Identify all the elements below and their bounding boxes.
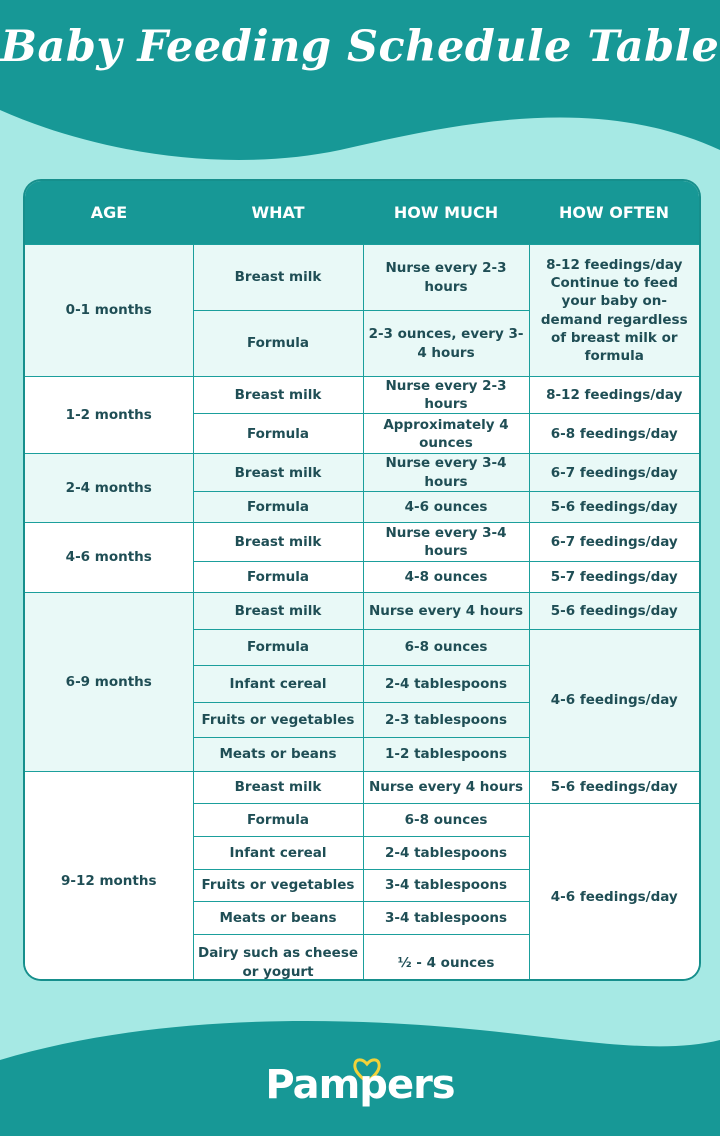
- how-much-cell: Nurse every 3-4 hours: [363, 522, 529, 561]
- what-cell: Formula: [193, 491, 363, 522]
- what-cell: Breast milk: [193, 522, 363, 561]
- header-how-much: HOW MUCH: [363, 181, 529, 245]
- how-much-cell: 2-3 ounces, every 3-4 hours: [363, 311, 529, 377]
- what-cell: Formula: [193, 803, 363, 836]
- table-row: [25, 377, 699, 414]
- how-much-cell: Nurse every 3-4 hours: [363, 454, 529, 491]
- what-cell: Infant cereal: [193, 665, 363, 702]
- what-cell: Fruits or vegetables: [193, 869, 363, 901]
- how-much-cell: ½ - 4 ounces: [363, 934, 529, 979]
- what-cell: Fruits or vegetables: [193, 702, 363, 737]
- age-cell: 0-1 months: [25, 245, 193, 377]
- how-much-cell: Nurse every 4 hours: [363, 771, 529, 803]
- what-cell: Breast milk: [193, 592, 363, 629]
- table-row: [25, 771, 699, 803]
- age-cell: 4-6 months: [25, 522, 193, 592]
- how-much-cell: 2-4 tablespoons: [363, 836, 529, 869]
- how-often-cell: 8-12 feedings/day: [529, 377, 699, 414]
- how-much-cell: 4-6 ounces: [363, 491, 529, 522]
- how-often-cell: 6-7 feedings/day: [529, 454, 699, 491]
- what-cell: Breast milk: [193, 454, 363, 491]
- header-how-often: HOW OFTEN: [529, 181, 699, 245]
- how-often-cell: 6-8 feedings/day: [529, 414, 699, 454]
- table-row: [25, 522, 699, 561]
- what-cell: Breast milk: [193, 245, 363, 311]
- how-often-cell: 5-6 feedings/day: [529, 592, 699, 629]
- how-often-cell: 6-7 feedings/day: [529, 522, 699, 561]
- how-much-cell: 2-3 tablespoons: [363, 702, 529, 737]
- how-much-cell: 3-4 tablespoons: [363, 869, 529, 901]
- age-cell: 1-2 months: [25, 377, 193, 454]
- how-much-cell: 1-2 tablespoons: [363, 737, 529, 771]
- what-cell: Dairy such as cheese or yogurt: [193, 934, 363, 979]
- what-cell: Meats or beans: [193, 737, 363, 771]
- how-often-cell: 5-6 feedings/day: [529, 491, 699, 522]
- how-much-cell: 3-4 tablespoons: [363, 901, 529, 934]
- how-often-cell: 4-6 feedings/day: [529, 629, 699, 771]
- header-what: WHAT: [193, 181, 363, 245]
- age-cell: 9-12 months: [25, 771, 193, 979]
- what-cell: Breast milk: [193, 771, 363, 803]
- pampers-logo: Pampers: [265, 1062, 455, 1108]
- how-much-cell: 6-8 ounces: [363, 803, 529, 836]
- how-often-cell: 4-6 feedings/day: [529, 803, 699, 979]
- page-title: Baby Feeding Schedule Table: [0, 22, 720, 72]
- table-row: [25, 245, 699, 311]
- how-often-cell: 8-12 feedings/day Continue to feed your baby on-demand regardless of breast milk or formula: [529, 245, 699, 377]
- feeding-schedule-table: [25, 181, 699, 979]
- how-much-cell: Nurse every 2-3 hours: [363, 377, 529, 414]
- age-cell: 2-4 months: [25, 454, 193, 522]
- what-cell: Formula: [193, 414, 363, 454]
- what-cell: Infant cereal: [193, 836, 363, 869]
- what-cell: Formula: [193, 629, 363, 665]
- table-row: [25, 592, 699, 629]
- how-often-cell: 5-6 feedings/day: [529, 771, 699, 803]
- age-cell: 6-9 months: [25, 592, 193, 771]
- what-cell: Meats or beans: [193, 901, 363, 934]
- header-age: AGE: [25, 181, 193, 245]
- how-much-cell: Approximately 4 ounces: [363, 414, 529, 454]
- what-cell: Formula: [193, 311, 363, 377]
- how-much-cell: 6-8 ounces: [363, 629, 529, 665]
- what-cell: Breast milk: [193, 377, 363, 414]
- how-much-cell: Nurse every 2-3 hours: [363, 245, 529, 311]
- how-much-cell: 4-8 ounces: [363, 561, 529, 592]
- how-much-cell: 2-4 tablespoons: [363, 665, 529, 702]
- how-often-cell: 5-7 feedings/day: [529, 561, 699, 592]
- how-much-cell: Nurse every 4 hours: [363, 592, 529, 629]
- what-cell: Formula: [193, 561, 363, 592]
- table-header-row: [25, 181, 699, 245]
- table-row: [25, 454, 699, 491]
- feeding-schedule-table-card: [25, 181, 699, 979]
